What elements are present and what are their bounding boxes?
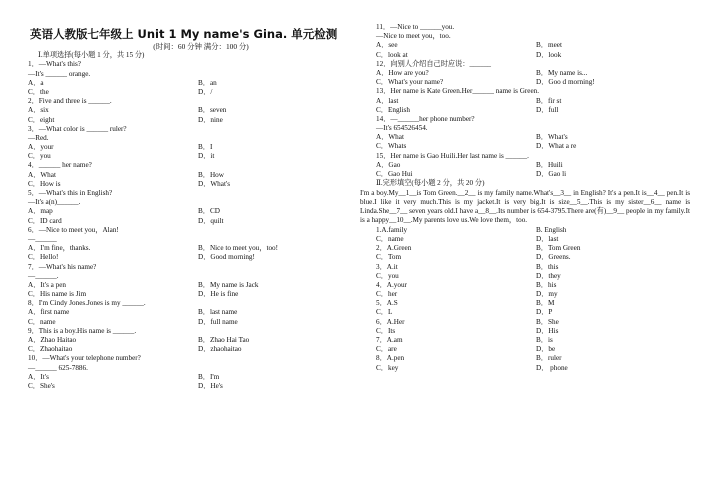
option-row	[360, 142, 690, 151]
option-a: A．It's	[28, 372, 49, 381]
option-b: B．I'm	[198, 372, 220, 381]
cloze-option: D．Greens.	[536, 253, 571, 262]
right-column	[360, 23, 690, 373]
cloze-option-row	[360, 327, 690, 336]
cloze-option: C．Tom	[376, 253, 402, 262]
option-d: D．it	[198, 152, 215, 161]
option-row	[360, 97, 690, 106]
option-b: B．My name is...	[536, 68, 588, 77]
option-c: C．eight	[28, 115, 55, 124]
option-row	[28, 217, 344, 226]
question-dialogue: —Nice to meet you，too.	[376, 32, 451, 41]
option-d: D．look	[536, 50, 562, 59]
option-a: A．Zhao Haitao	[28, 336, 77, 345]
option-d: D．What's	[198, 179, 231, 188]
option-a: A．What	[376, 133, 404, 142]
cloze-option-row	[360, 281, 690, 290]
cloze-option-row	[360, 272, 690, 281]
option-row	[28, 88, 344, 97]
cloze-option: D．be	[536, 345, 556, 354]
option-d: D．quilt	[198, 216, 224, 225]
option-row	[28, 152, 344, 161]
option-a: A．map	[28, 207, 53, 216]
option-b: B．last name	[198, 308, 238, 317]
option-c: C．English	[376, 105, 410, 114]
cloze-option: 7．A.am	[376, 336, 403, 345]
cloze-option-row	[360, 336, 690, 345]
option-b: B．meet	[536, 41, 562, 50]
option-d: D．Goo d morning!	[536, 78, 595, 87]
cloze-option: 6．A.Her	[376, 317, 405, 326]
question-dialogue: —______ 625-7886.	[28, 363, 88, 372]
option-row	[360, 51, 690, 60]
page-title: 英语人教版七年级上 Unit 1 My name's Gina. 单元检测	[30, 27, 338, 41]
left-column	[28, 27, 344, 391]
cloze-options	[360, 226, 690, 373]
option-c: C．look at	[376, 50, 408, 59]
option-c: C．Gao Hui	[376, 170, 413, 178]
cloze-option: B．his	[536, 280, 557, 289]
cloze-option: D．His	[536, 326, 559, 335]
cloze-option-row	[360, 263, 690, 272]
option-d: D．He's	[198, 381, 223, 390]
option-d: D．nine	[198, 115, 223, 124]
option-c: C．Hello!	[28, 253, 59, 262]
option-d: D．zhaohaitao	[198, 345, 242, 354]
option-a: A．your	[28, 143, 54, 152]
option-row	[360, 170, 690, 179]
option-d: D．He is fine	[198, 290, 239, 299]
cloze-passage: I'm a boy.My__1__is Tom Green.__2__ is my family name.What's__3__ in English? It's a pen.It is__4__ pen.It is blue.I like it very much.This is my jacket.It is very big.It is size__5__.This is my sister__6__ name is Linda.She__7__ seven years old.I have a__8__.Its number is 654-3795.There are(有)__9__ people in my family.It is a happy__10__.My parents love us.We love them，too.	[360, 188, 690, 225]
option-row	[28, 116, 344, 125]
option-row	[28, 207, 344, 216]
option-b: B．Nice to meet you，too!	[198, 244, 279, 253]
option-row	[360, 78, 690, 87]
option-a: A．How are you?	[376, 68, 429, 77]
option-a: A．What	[28, 170, 56, 179]
option-c: C．name	[28, 317, 56, 326]
section-heading: Ⅰ.单项选择(每小题 1 分，共 15 分)	[38, 51, 145, 59]
option-b: B．What's	[536, 133, 568, 142]
option-c: C．What's your name?	[376, 78, 444, 87]
option-b: B．seven	[198, 106, 227, 115]
cloze-option: B．ruler	[536, 354, 562, 363]
question-stem: 2．Five and three is ______.	[28, 97, 112, 106]
question-dialogue: —Red.	[28, 133, 49, 142]
question-stem: 10．—What's your telephone number?	[28, 354, 141, 363]
option-b: B．CD	[198, 207, 220, 216]
cloze-option: B．She	[536, 317, 559, 326]
cloze-option: B. English	[536, 225, 567, 234]
cloze-option: 1.A.family	[376, 225, 408, 234]
option-c: C．She's	[28, 381, 55, 390]
option-row	[28, 336, 344, 345]
option-d: D．full name	[198, 317, 238, 326]
option-a: A．six	[28, 106, 49, 115]
cloze-option: 8．A.pen	[376, 354, 405, 363]
option-d: D．Gao li	[536, 170, 567, 178]
cloze-option: D．they	[536, 271, 561, 280]
question-stem: 4．______ her name?	[28, 161, 92, 170]
question-dialogue: —______.	[28, 271, 59, 280]
option-a: A．see	[376, 41, 398, 50]
option-b: B．Huili	[536, 160, 563, 169]
question-stem: 12．向别人介绍自己时应说：______	[376, 59, 492, 68]
cloze-option: D．last	[536, 234, 559, 243]
option-row	[28, 308, 344, 317]
option-row	[360, 133, 690, 142]
option-row	[28, 290, 344, 299]
option-b: B．My name is Jack	[198, 280, 259, 289]
option-c: C．Whats	[376, 142, 407, 151]
cloze-option-row	[360, 235, 690, 244]
option-row	[360, 41, 690, 50]
cloze-option-row	[360, 290, 690, 299]
option-c: C．the	[28, 87, 49, 96]
question-stem: 7．—What's his name?	[28, 262, 97, 271]
cloze-option: C．are	[376, 345, 397, 354]
option-b: B．How	[198, 170, 224, 179]
option-a: A．last	[376, 96, 399, 105]
option-row	[28, 318, 344, 327]
question-stem: 9．This is a boy.His name is ______.	[28, 326, 137, 335]
cloze-option: B．Tom Green	[536, 244, 581, 253]
question-stem: 14．—______her phone number?	[376, 114, 475, 123]
option-row	[28, 253, 344, 262]
option-row	[28, 106, 344, 115]
question-dialogue: —It's 654526454.	[376, 124, 428, 133]
option-c: C．Zhaohaitao	[28, 345, 73, 354]
question-dialogue: —It's a(n)______.	[28, 198, 81, 207]
option-c: C．you	[28, 152, 51, 161]
cloze-option-row	[360, 364, 690, 373]
cloze-option: B．this	[536, 262, 559, 271]
section-heading: Ⅱ.完形填空(每小题 2 分，共 20 分)	[376, 179, 485, 188]
question-stem: 15．Her name is Gao Huili.Her last name is ______.	[376, 151, 529, 160]
option-row	[28, 345, 344, 354]
cloze-option: C．Its	[376, 326, 396, 335]
cloze-option: 2．A.Green	[376, 244, 412, 253]
option-a: A．It's a pen	[28, 280, 67, 289]
cloze-option: 4．A.your	[376, 280, 407, 289]
question-list	[360, 23, 690, 179]
option-b: B．I	[198, 143, 213, 152]
option-row	[28, 244, 344, 253]
option-row	[28, 382, 344, 391]
cloze-option-row	[360, 253, 690, 262]
option-row	[28, 180, 344, 189]
option-a: A．I'm fine，thanks.	[28, 244, 91, 253]
option-b: B．an	[198, 78, 217, 87]
cloze-option: B．is	[536, 336, 553, 345]
option-d: D．What a re	[536, 142, 577, 151]
cloze-option-row	[360, 308, 690, 317]
option-a: A．Gao	[376, 160, 401, 169]
option-d: D．Good morning!	[198, 253, 255, 262]
cloze-option: 3．A.it	[376, 262, 398, 271]
question-stem: 11．—Nice to ______you.	[376, 23, 455, 31]
option-a: A．a	[28, 78, 44, 87]
option-d: D．/	[198, 87, 213, 96]
cloze-option: C．name	[376, 234, 404, 243]
cloze-option: C．key	[376, 363, 399, 372]
cloze-option: D．my	[536, 290, 558, 299]
cloze-option-row	[360, 244, 690, 253]
option-row	[360, 161, 690, 170]
cloze-option: B．M	[536, 299, 555, 308]
cloze-option: 5．A.S	[376, 299, 398, 308]
cloze-option: C．her	[376, 290, 398, 299]
cloze-option: C．L	[376, 308, 393, 317]
option-row	[360, 69, 690, 78]
cloze-option-row	[360, 354, 690, 363]
option-a: A．first name	[28, 308, 70, 317]
question-dialogue: —It's ______ orange.	[28, 69, 91, 78]
question-stem: 1．—What's this?	[28, 60, 81, 69]
cloze-option-row	[360, 318, 690, 327]
cloze-option-row	[360, 226, 690, 235]
option-row	[28, 143, 344, 152]
cloze-option: C．you	[376, 271, 399, 280]
option-c: C．ID card	[28, 216, 62, 225]
option-row	[360, 106, 690, 115]
cloze-option: D． phone	[536, 363, 568, 372]
option-c: C．His name is Jim	[28, 290, 87, 299]
option-row	[28, 171, 344, 180]
question-dialogue: —______	[28, 234, 57, 243]
option-row	[28, 79, 344, 88]
cloze-option-row	[360, 299, 690, 308]
option-c: C．How is	[28, 179, 61, 188]
option-d: D．full	[536, 105, 559, 114]
option-row	[28, 373, 344, 382]
page-subtitle: (时间：60 分钟 满分：100 分)	[153, 42, 249, 51]
question-stem: 5．—What's this in English?	[28, 189, 113, 198]
cloze-option-row	[360, 345, 690, 354]
question-stem: 13．Her name is Kate Green.Her______ name is Green.	[376, 87, 540, 96]
question-stem: 8．I'm Cindy Jones.Jones is my ______.	[28, 299, 146, 308]
question-list	[28, 60, 344, 391]
option-row	[28, 281, 344, 290]
question-stem: 3．—What color is ______ ruler?	[28, 124, 127, 133]
option-b: B．fir st	[536, 96, 562, 105]
question-stem: 6．—Nice to meet you，Alan!	[28, 225, 119, 234]
cloze-option: D．P	[536, 308, 553, 317]
option-b: B．Zhao Hai Tao	[198, 336, 250, 345]
